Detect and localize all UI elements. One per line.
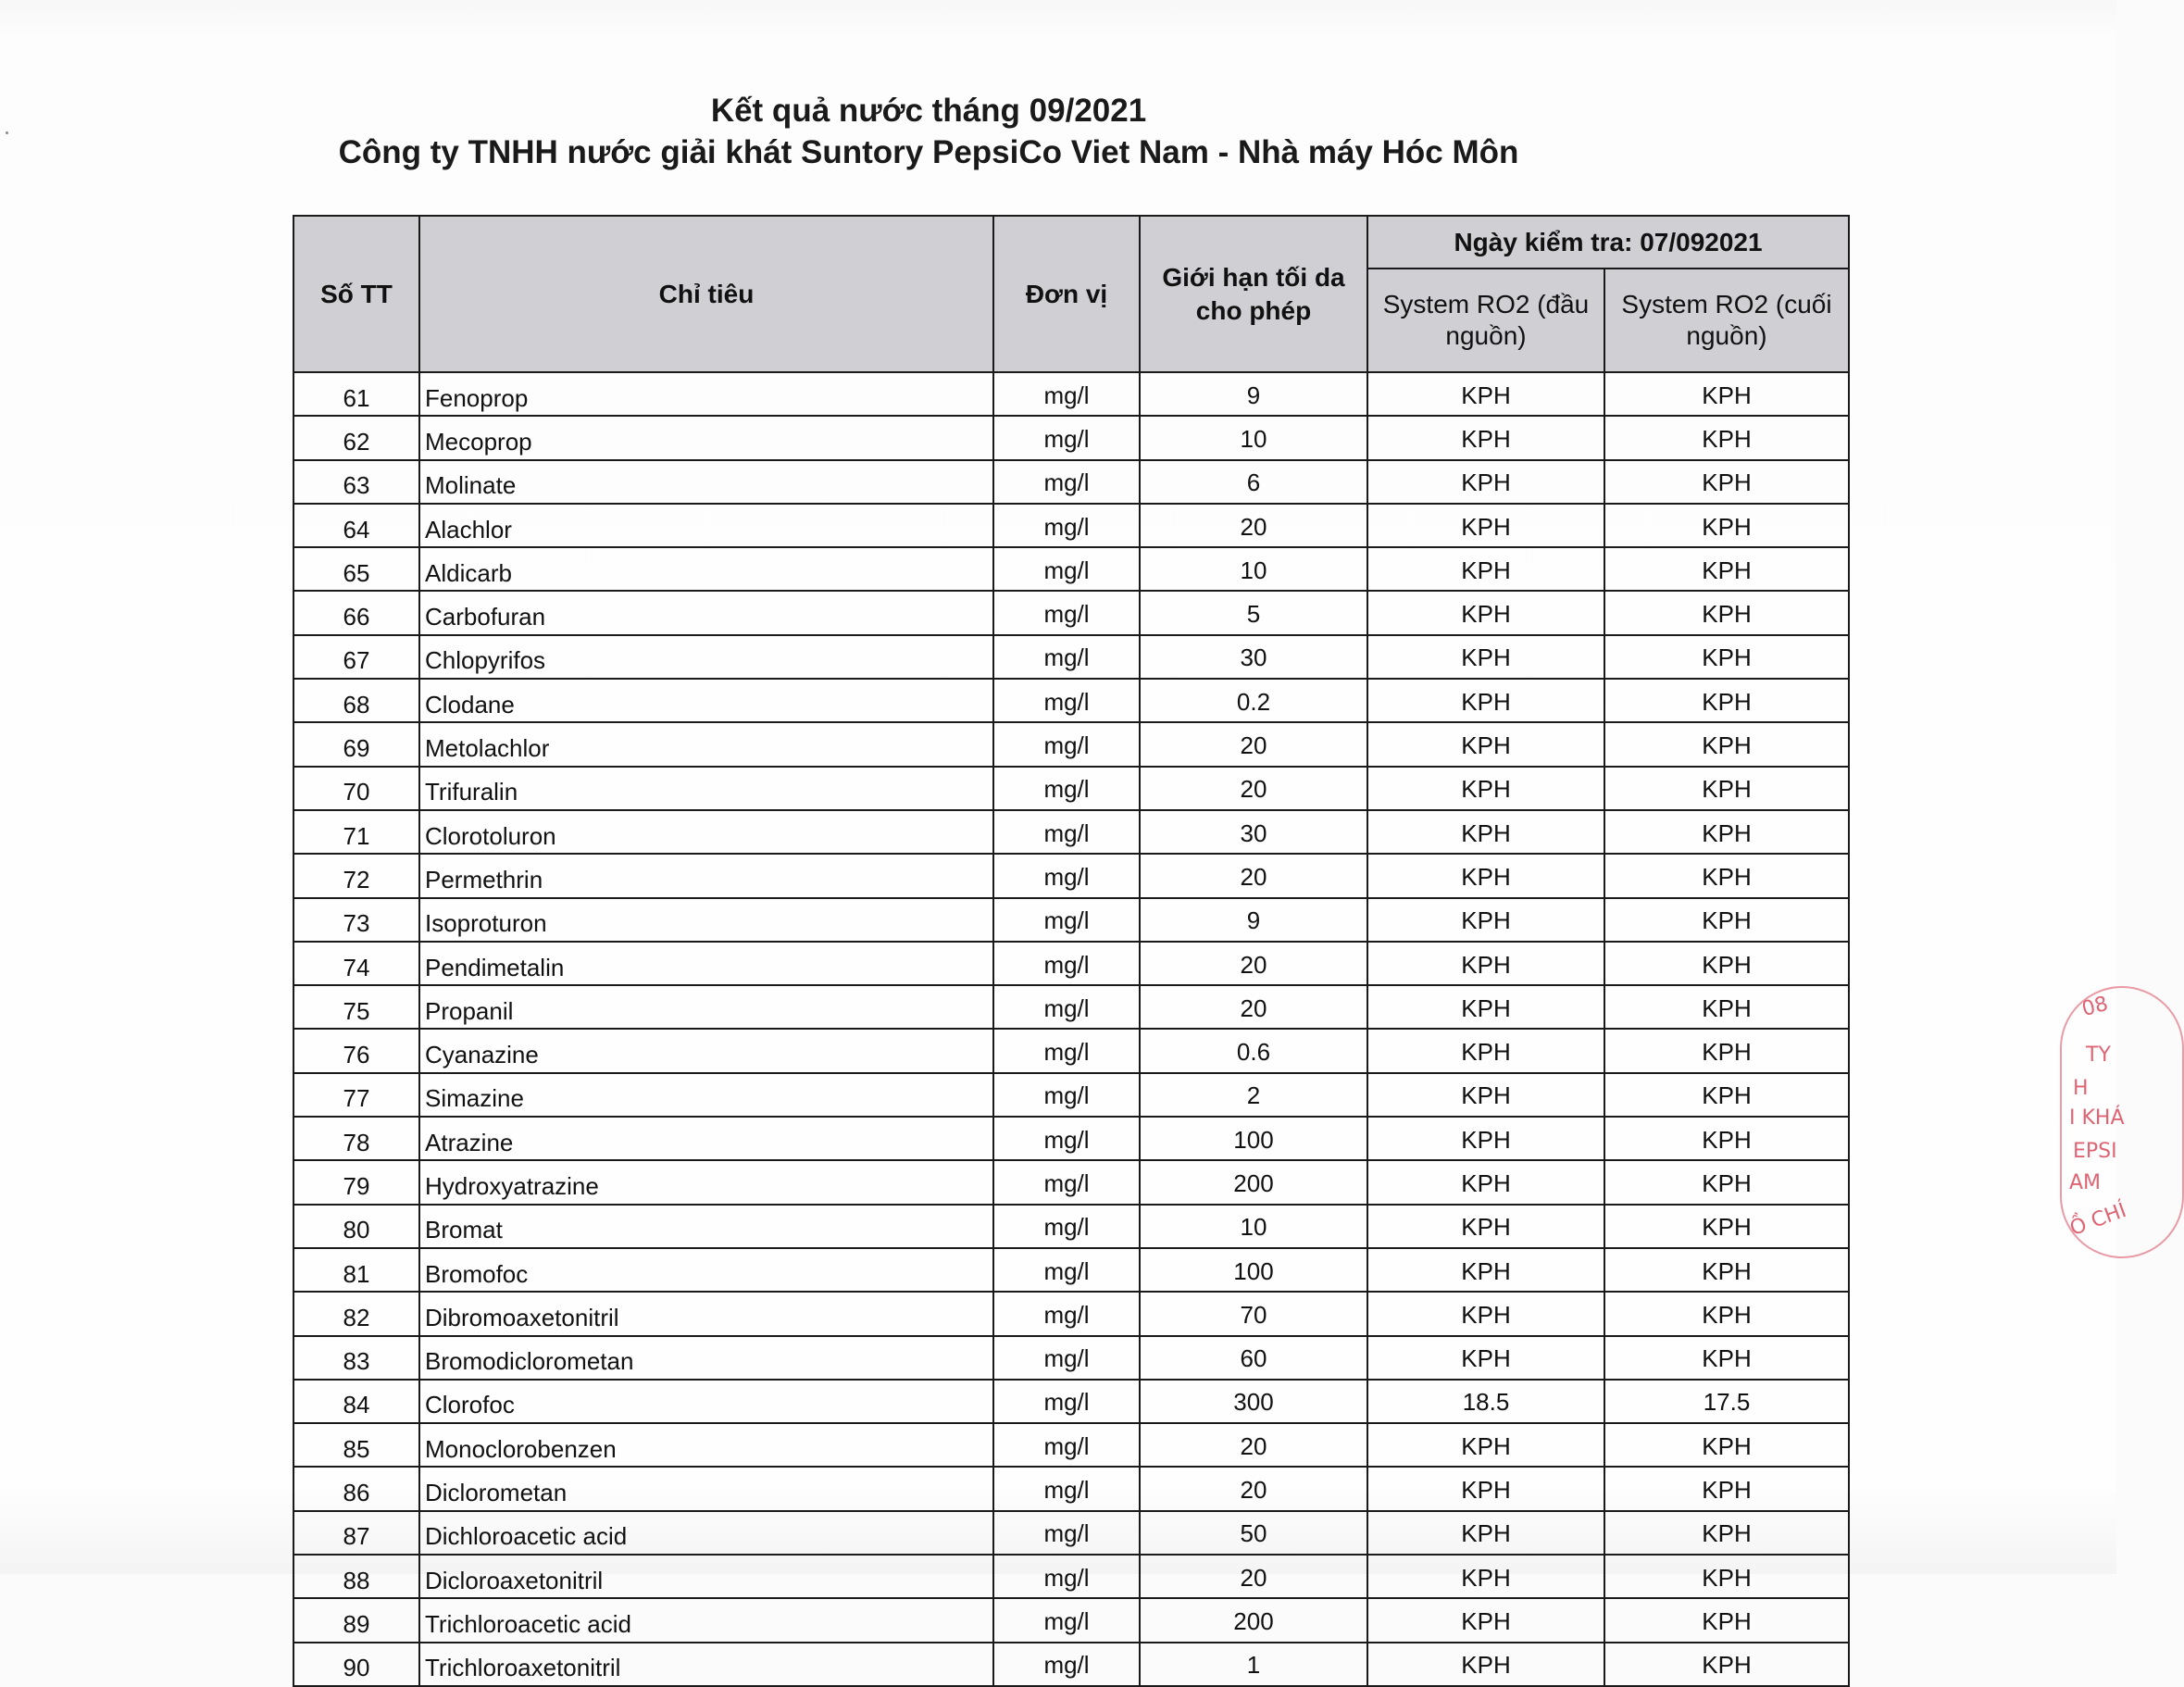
cell-chi-tieu: Monoclorobenzen bbox=[419, 1423, 993, 1467]
cell-ro2-cuoi-nguon: KPH bbox=[1604, 416, 1849, 459]
table-row bbox=[293, 767, 1849, 810]
cell-chi-tieu: Bromat bbox=[419, 1205, 993, 1248]
cell-chi-tieu: Bromofoc bbox=[419, 1248, 993, 1292]
cell-gioi-han: 100 bbox=[1140, 1117, 1367, 1160]
cell-stt: 82 bbox=[293, 1292, 419, 1335]
cell-chi-tieu: Diclorometan bbox=[419, 1467, 993, 1510]
cell-gioi-han: 200 bbox=[1140, 1160, 1367, 1204]
cell-don-vi: mg/l bbox=[993, 1160, 1140, 1204]
header-don-vi: Đơn vị bbox=[993, 216, 1140, 372]
cell-don-vi: mg/l bbox=[993, 1336, 1140, 1380]
table-row bbox=[293, 1029, 1849, 1072]
cell-ro2-dau-nguon: KPH bbox=[1367, 942, 1604, 985]
cell-ro2-dau-nguon: KPH bbox=[1367, 504, 1604, 547]
cell-ro2-dau-nguon: KPH bbox=[1367, 635, 1604, 679]
cell-chi-tieu: Dicloroaxetonitril bbox=[419, 1555, 993, 1598]
cell-ro2-dau-nguon: KPH bbox=[1367, 372, 1604, 416]
table-row bbox=[293, 1205, 1849, 1248]
cell-ro2-cuoi-nguon: KPH bbox=[1604, 504, 1849, 547]
stamp-text: TY bbox=[2086, 1043, 2111, 1067]
cell-ro2-cuoi-nguon: KPH bbox=[1604, 1467, 1849, 1510]
cell-ro2-dau-nguon: KPH bbox=[1367, 1073, 1604, 1117]
cell-stt: 79 bbox=[293, 1160, 419, 1204]
cell-ro2-cuoi-nguon: KPH bbox=[1604, 1248, 1849, 1292]
table-row bbox=[293, 1073, 1849, 1117]
cell-stt: 83 bbox=[293, 1336, 419, 1380]
cell-don-vi: mg/l bbox=[993, 460, 1140, 504]
cell-chi-tieu: Permethrin bbox=[419, 854, 993, 897]
cell-ro2-cuoi-nguon: KPH bbox=[1604, 1598, 1849, 1642]
cell-gioi-han: 300 bbox=[1140, 1380, 1367, 1423]
cell-stt: 68 bbox=[293, 679, 419, 722]
cell-stt: 75 bbox=[293, 985, 419, 1029]
cell-stt: 76 bbox=[293, 1029, 419, 1072]
cell-stt: 81 bbox=[293, 1248, 419, 1292]
cell-ro2-cuoi-nguon: KPH bbox=[1604, 1423, 1849, 1467]
cell-chi-tieu: Pendimetalin bbox=[419, 942, 993, 985]
table-row bbox=[293, 1511, 1849, 1555]
cell-ro2-cuoi-nguon: 17.5 bbox=[1604, 1380, 1849, 1423]
cell-stt: 90 bbox=[293, 1643, 419, 1686]
stamp-text: AM bbox=[2069, 1171, 2102, 1194]
table-body bbox=[293, 372, 1849, 1686]
cell-chi-tieu: Simazine bbox=[419, 1073, 993, 1117]
cell-chi-tieu: Carbofuran bbox=[419, 591, 993, 634]
cell-ro2-cuoi-nguon: KPH bbox=[1604, 1117, 1849, 1160]
stamp-text: I KHÁ bbox=[2069, 1106, 2125, 1130]
results-table bbox=[293, 215, 1850, 1687]
cell-don-vi: mg/l bbox=[993, 372, 1140, 416]
table-row bbox=[293, 1292, 1849, 1335]
cell-chi-tieu: Hydroxyatrazine bbox=[419, 1160, 993, 1204]
cell-ro2-cuoi-nguon: KPH bbox=[1604, 1555, 1849, 1598]
cell-stt: 73 bbox=[293, 898, 419, 942]
cell-gioi-han: 2 bbox=[1140, 1073, 1367, 1117]
cell-ro2-dau-nguon: KPH bbox=[1367, 1511, 1604, 1555]
cell-chi-tieu: Metolachlor bbox=[419, 722, 993, 766]
table-row bbox=[293, 504, 1849, 547]
cell-don-vi: mg/l bbox=[993, 679, 1140, 722]
cell-gioi-han: 9 bbox=[1140, 372, 1367, 416]
cell-ro2-dau-nguon: KPH bbox=[1367, 1555, 1604, 1598]
cell-gioi-han: 10 bbox=[1140, 547, 1367, 591]
cell-chi-tieu: Isoproturon bbox=[419, 898, 993, 942]
cell-don-vi: mg/l bbox=[993, 854, 1140, 897]
cell-stt: 62 bbox=[293, 416, 419, 459]
cell-don-vi: mg/l bbox=[993, 1117, 1140, 1160]
cell-gioi-han: 20 bbox=[1140, 1423, 1367, 1467]
cell-don-vi: mg/l bbox=[993, 1643, 1140, 1686]
cell-stt: 66 bbox=[293, 591, 419, 634]
cell-don-vi: mg/l bbox=[993, 898, 1140, 942]
cell-chi-tieu: Alachlor bbox=[419, 504, 993, 547]
cell-gioi-han: 20 bbox=[1140, 767, 1367, 810]
table-row bbox=[293, 591, 1849, 634]
stamp-text: H bbox=[2073, 1077, 2089, 1100]
cell-stt: 61 bbox=[293, 372, 419, 416]
header-ngay-kiem-tra: Ngày kiểm tra: 07/092021 bbox=[1367, 216, 1849, 269]
cell-stt: 72 bbox=[293, 854, 419, 897]
cell-chi-tieu: Clorotoluron bbox=[419, 810, 993, 854]
cell-gioi-han: 20 bbox=[1140, 1555, 1367, 1598]
cell-don-vi: mg/l bbox=[993, 985, 1140, 1029]
cell-gioi-han: 20 bbox=[1140, 1467, 1367, 1510]
cell-ro2-dau-nguon: KPH bbox=[1367, 854, 1604, 897]
cell-don-vi: mg/l bbox=[993, 810, 1140, 854]
cell-ro2-dau-nguon: KPH bbox=[1367, 1423, 1604, 1467]
cell-gioi-han: 10 bbox=[1140, 416, 1367, 459]
table-row bbox=[293, 985, 1849, 1029]
cell-chi-tieu: Fenoprop bbox=[419, 372, 993, 416]
cell-don-vi: mg/l bbox=[993, 1598, 1140, 1642]
cell-stt: 89 bbox=[293, 1598, 419, 1642]
cell-ro2-dau-nguon: KPH bbox=[1367, 1160, 1604, 1204]
table-row bbox=[293, 1598, 1849, 1642]
cell-gioi-han: 20 bbox=[1140, 942, 1367, 985]
company-stamp bbox=[2066, 992, 2130, 1255]
cell-don-vi: mg/l bbox=[993, 1511, 1140, 1555]
cell-don-vi: mg/l bbox=[993, 722, 1140, 766]
cell-chi-tieu: Chlopyrifos bbox=[419, 635, 993, 679]
cell-ro2-cuoi-nguon: KPH bbox=[1604, 1336, 1849, 1380]
cell-gioi-han: 100 bbox=[1140, 1248, 1367, 1292]
cell-chi-tieu: Clodane bbox=[419, 679, 993, 722]
table-row bbox=[293, 1555, 1849, 1598]
cell-ro2-dau-nguon: KPH bbox=[1367, 1117, 1604, 1160]
cell-don-vi: mg/l bbox=[993, 416, 1140, 459]
table-row bbox=[293, 1643, 1849, 1686]
cell-ro2-dau-nguon: KPH bbox=[1367, 547, 1604, 591]
table-row bbox=[293, 854, 1849, 897]
table-row bbox=[293, 1117, 1849, 1160]
cell-gioi-han: 0.6 bbox=[1140, 1029, 1367, 1072]
cell-ro2-cuoi-nguon: KPH bbox=[1604, 767, 1849, 810]
stamp-text: 08 bbox=[2079, 992, 2111, 1022]
cell-chi-tieu: Trichloroaxetonitril bbox=[419, 1643, 993, 1686]
table-row bbox=[293, 1336, 1849, 1380]
cell-ro2-dau-nguon: KPH bbox=[1367, 1205, 1604, 1248]
table-row bbox=[293, 416, 1849, 459]
cell-gioi-han: 10 bbox=[1140, 1205, 1367, 1248]
cell-chi-tieu: Dibromoaxetonitril bbox=[419, 1292, 993, 1335]
cell-ro2-dau-nguon: KPH bbox=[1367, 810, 1604, 854]
cell-ro2-cuoi-nguon: KPH bbox=[1604, 1292, 1849, 1335]
cell-ro2-dau-nguon: KPH bbox=[1367, 985, 1604, 1029]
cell-ro2-cuoi-nguon: KPH bbox=[1604, 854, 1849, 897]
header-gioi-han: Giới hạn tối da cho phép bbox=[1140, 216, 1367, 372]
cell-ro2-dau-nguon: KPH bbox=[1367, 1292, 1604, 1335]
cell-gioi-han: 0.2 bbox=[1140, 679, 1367, 722]
header-stt: Số TT bbox=[293, 216, 419, 372]
cell-ro2-dau-nguon: KPH bbox=[1367, 1643, 1604, 1686]
table-row bbox=[293, 1467, 1849, 1510]
cell-ro2-cuoi-nguon: KPH bbox=[1604, 591, 1849, 634]
cell-chi-tieu: Propanil bbox=[419, 985, 993, 1029]
cell-gioi-han: 6 bbox=[1140, 460, 1367, 504]
cell-ro2-cuoi-nguon: KPH bbox=[1604, 722, 1849, 766]
cell-ro2-dau-nguon: KPH bbox=[1367, 679, 1604, 722]
header-ro2-dau-nguon: System RO2 (đầu nguồn) bbox=[1367, 269, 1604, 372]
cell-gioi-han: 30 bbox=[1140, 810, 1367, 854]
cell-ro2-dau-nguon: KPH bbox=[1367, 722, 1604, 766]
cell-ro2-cuoi-nguon: KPH bbox=[1604, 1205, 1849, 1248]
cell-gioi-han: 5 bbox=[1140, 591, 1367, 634]
cell-stt: 86 bbox=[293, 1467, 419, 1510]
cell-chi-tieu: Dichloroacetic acid bbox=[419, 1511, 993, 1555]
document-subtitle: Công ty TNHH nước giải khát Suntory PepsiCo Viet Nam - Nhà máy Hóc Môn bbox=[338, 134, 1519, 170]
cell-gioi-han: 20 bbox=[1140, 722, 1367, 766]
cell-stt: 88 bbox=[293, 1555, 419, 1598]
cell-chi-tieu: Atrazine bbox=[419, 1117, 993, 1160]
cell-chi-tieu: Trifuralin bbox=[419, 767, 993, 810]
cell-don-vi: mg/l bbox=[993, 1380, 1140, 1423]
cell-gioi-han: 9 bbox=[1140, 898, 1367, 942]
cell-don-vi: mg/l bbox=[993, 1029, 1140, 1072]
cell-ro2-dau-nguon: KPH bbox=[1367, 1598, 1604, 1642]
cell-don-vi: mg/l bbox=[993, 1555, 1140, 1598]
header-chi-tieu: Chỉ tiêu bbox=[419, 216, 993, 372]
cell-ro2-dau-nguon: KPH bbox=[1367, 591, 1604, 634]
cell-chi-tieu: Cyanazine bbox=[419, 1029, 993, 1072]
cell-chi-tieu: Aldicarb bbox=[419, 547, 993, 591]
cell-ro2-dau-nguon: KPH bbox=[1367, 460, 1604, 504]
cell-stt: 71 bbox=[293, 810, 419, 854]
cell-don-vi: mg/l bbox=[993, 767, 1140, 810]
cell-don-vi: mg/l bbox=[993, 547, 1140, 591]
cell-stt: 74 bbox=[293, 942, 419, 985]
cell-don-vi: mg/l bbox=[993, 942, 1140, 985]
table-row bbox=[293, 635, 1849, 679]
table-row bbox=[293, 1160, 1849, 1204]
cell-ro2-cuoi-nguon: KPH bbox=[1604, 635, 1849, 679]
table-row bbox=[293, 1248, 1849, 1292]
cell-gioi-han: 20 bbox=[1140, 854, 1367, 897]
cell-ro2-cuoi-nguon: KPH bbox=[1604, 679, 1849, 722]
cell-chi-tieu: Mecoprop bbox=[419, 416, 993, 459]
cell-ro2-cuoi-nguon: KPH bbox=[1604, 985, 1849, 1029]
cell-stt: 67 bbox=[293, 635, 419, 679]
cell-stt: 69 bbox=[293, 722, 419, 766]
cell-gioi-han: 20 bbox=[1140, 985, 1367, 1029]
table-row bbox=[293, 898, 1849, 942]
cell-don-vi: mg/l bbox=[993, 1292, 1140, 1335]
cell-stt: 63 bbox=[293, 460, 419, 504]
cell-ro2-cuoi-nguon: KPH bbox=[1604, 547, 1849, 591]
cell-don-vi: mg/l bbox=[993, 504, 1140, 547]
cell-gioi-han: 70 bbox=[1140, 1292, 1367, 1335]
cell-gioi-han: 1 bbox=[1140, 1643, 1367, 1686]
cell-ro2-cuoi-nguon: KPH bbox=[1604, 1643, 1849, 1686]
cell-don-vi: mg/l bbox=[993, 591, 1140, 634]
cell-don-vi: mg/l bbox=[993, 1467, 1140, 1510]
table-row bbox=[293, 547, 1849, 591]
cell-chi-tieu: Molinate bbox=[419, 460, 993, 504]
cell-ro2-dau-nguon: KPH bbox=[1367, 416, 1604, 459]
cell-stt: 70 bbox=[293, 767, 419, 810]
cell-don-vi: mg/l bbox=[993, 1248, 1140, 1292]
table-row bbox=[293, 1380, 1849, 1423]
cell-don-vi: mg/l bbox=[993, 1423, 1140, 1467]
table-row bbox=[293, 722, 1849, 766]
cell-gioi-han: 60 bbox=[1140, 1336, 1367, 1380]
cell-ro2-cuoi-nguon: KPH bbox=[1604, 1160, 1849, 1204]
cell-ro2-dau-nguon: KPH bbox=[1367, 1336, 1604, 1380]
cell-stt: 64 bbox=[293, 504, 419, 547]
cell-ro2-dau-nguon: KPH bbox=[1367, 1029, 1604, 1072]
cell-stt: 87 bbox=[293, 1511, 419, 1555]
cell-ro2-dau-nguon: 18.5 bbox=[1367, 1380, 1604, 1423]
cell-ro2-cuoi-nguon: KPH bbox=[1604, 1511, 1849, 1555]
cell-ro2-cuoi-nguon: KPH bbox=[1604, 942, 1849, 985]
stamp-text: Ồ CHÍ bbox=[2066, 1199, 2130, 1241]
cell-chi-tieu: Bromodiclorometan bbox=[419, 1336, 993, 1380]
cell-stt: 84 bbox=[293, 1380, 419, 1423]
cell-ro2-cuoi-nguon: KPH bbox=[1604, 898, 1849, 942]
cell-don-vi: mg/l bbox=[993, 1205, 1140, 1248]
cell-ro2-dau-nguon: KPH bbox=[1367, 1467, 1604, 1510]
cell-ro2-cuoi-nguon: KPH bbox=[1604, 1073, 1849, 1117]
cell-gioi-han: 20 bbox=[1140, 504, 1367, 547]
cell-stt: 78 bbox=[293, 1117, 419, 1160]
stamp-text: EPSI bbox=[2073, 1140, 2117, 1163]
cell-stt: 80 bbox=[293, 1205, 419, 1248]
table-row bbox=[293, 372, 1849, 416]
cell-gioi-han: 30 bbox=[1140, 635, 1367, 679]
cell-don-vi: mg/l bbox=[993, 635, 1140, 679]
cell-gioi-han: 200 bbox=[1140, 1598, 1367, 1642]
cell-stt: 85 bbox=[293, 1423, 419, 1467]
cell-chi-tieu: Trichloroacetic acid bbox=[419, 1598, 993, 1642]
cell-ro2-dau-nguon: KPH bbox=[1367, 898, 1604, 942]
table-row bbox=[293, 1423, 1849, 1467]
table-row bbox=[293, 942, 1849, 985]
table-row bbox=[293, 460, 1849, 504]
cell-don-vi: mg/l bbox=[993, 1073, 1140, 1117]
table-row bbox=[293, 810, 1849, 854]
cell-gioi-han: 50 bbox=[1140, 1511, 1367, 1555]
cell-ro2-cuoi-nguon: KPH bbox=[1604, 1029, 1849, 1072]
cell-ro2-cuoi-nguon: KPH bbox=[1604, 372, 1849, 416]
document-title: Kết quả nước tháng 09/2021 bbox=[710, 93, 1147, 129]
table-row bbox=[293, 679, 1849, 722]
cell-ro2-dau-nguon: KPH bbox=[1367, 767, 1604, 810]
cell-ro2-cuoi-nguon: KPH bbox=[1604, 810, 1849, 854]
header-ro2-cuoi-nguon: System RO2 (cuối nguồn) bbox=[1604, 269, 1849, 372]
cell-chi-tieu: Clorofoc bbox=[419, 1380, 993, 1423]
cell-ro2-cuoi-nguon: KPH bbox=[1604, 460, 1849, 504]
cell-stt: 77 bbox=[293, 1073, 419, 1117]
cell-ro2-dau-nguon: KPH bbox=[1367, 1248, 1604, 1292]
cell-stt: 65 bbox=[293, 547, 419, 591]
